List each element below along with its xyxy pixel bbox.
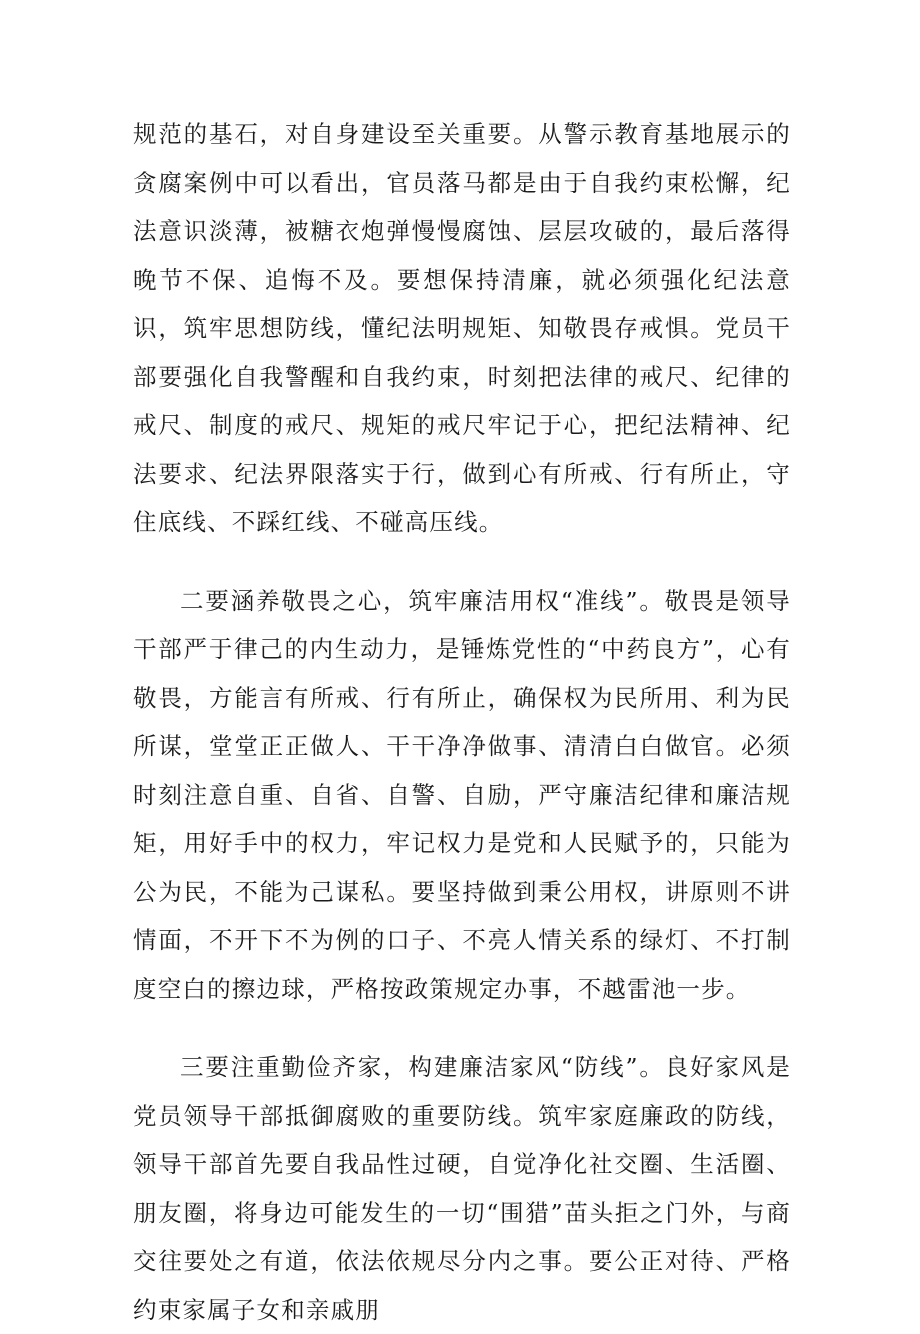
paragraph-discipline-awareness: 规范的基石，对自身建设至关重要。从警示教育基地展示的贪腐案例中可以看出，官员落马都是由于自我约束松懈，纪法意识淡薄，被糖衣炮弹慢慢腐蚀、层层攻破的，最后落得晚节不保、追悔不及。要想保持清廉，就必须强化纪法意识，筑牢思想防线，懂纪法明规矩、知敬畏存戒惧。党员干部要强化自我警醒和自我约束，时刻把法律的戒尺、纪律的戒尺、制度的戒尺、规矩的戒尺牢记于心，把纪法精神、纪法要求、纪法界限落实于行，做到心有所戒、行有所止，守住底线、不踩红线、不碰高压线。: [133, 120, 791, 536]
paragraph-spacer: [133, 547, 791, 577]
paragraph-family-values: 三要注重勤俭齐家，构建廉洁家风“防线”。良好家风是党员领导干部抵御腐败的重要防线。筑牢家庭廉政的防线，领导干部首先要自我品性过硬，自觉净化社交圈、生活圈、朋友圈，将身边可能发生的一切“围猎”苗头拒之门外，与商交往要处之有道，依法依规尽分内之事。要公正对待、严格约束家属子女和亲戚朋: [133, 1053, 791, 1324]
paragraph-reverence: 二要涵养敬畏之心，筑牢廉洁用权“准线”。敬畏是领导干部严于律己的内生动力，是锤炼党性的“中药良方”，心有敬畏，方能言有所戒、行有所止，确保权为民所用、利为民所谋，堂堂正正做人、干干净净做事、清清白白做官。必须时刻注意自重、自省、自警、自励，严守廉洁纪律和廉洁规矩，用好手中的权力，牢记权力是党和人民赋予的，只能为公为民，不能为己谋私。要坚持做到秉公用权，讲原则不讲情面，不开下不为例的口子、不亮人情关系的绿灯、不打制度空白的擦边球，严格按政策规定办事，不越雷池一步。: [133, 586, 791, 1003]
paragraph-spacer: [133, 1013, 791, 1043]
document-body: [133, 110, 791, 1334]
